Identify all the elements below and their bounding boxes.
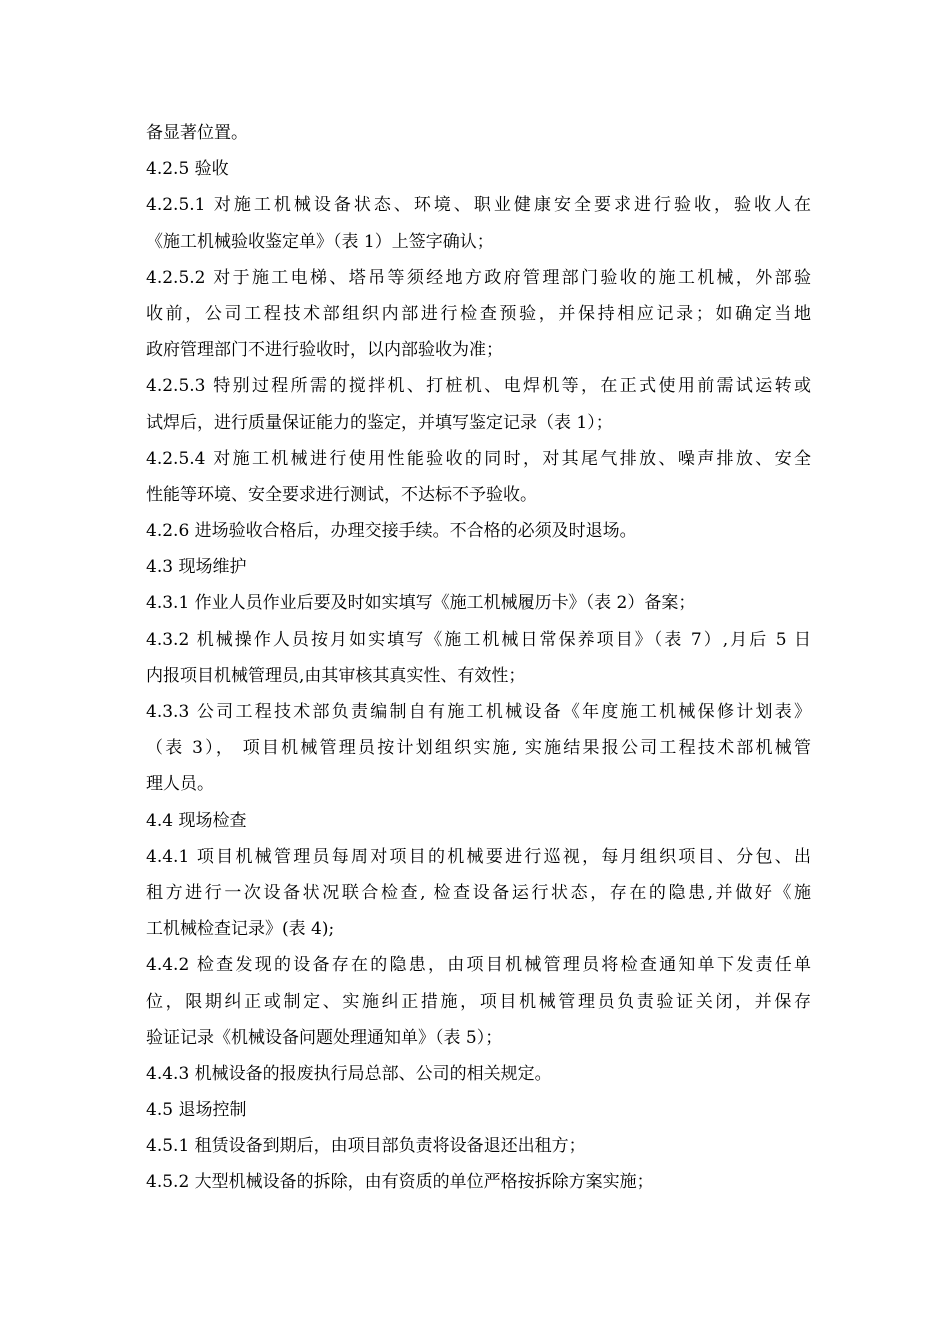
text-line: 4.4.3 机械设备的报废执行局总部、公司的相关规定。 <box>146 1063 552 1084</box>
text-line: 4.2.5 验收 <box>146 159 229 180</box>
text-line: 4.4.1 项目机械管理员每周对项目的机械要进行巡视，每月组织项目、分包、出 <box>146 846 811 867</box>
text-line: 性能等环境、安全要求进行测试，不达标不予验收。 <box>146 484 537 505</box>
text-line: 4.3.2 机械操作人员按月如实填写《施工机械日常保养项目》（表 7）,月后 5 日 <box>146 629 811 650</box>
text-line: 4.5.2 大型机械设备的拆除，由有资质的单位严格按拆除方案实施； <box>146 1172 654 1193</box>
text-line: 备显著位置。 <box>146 123 248 143</box>
text-line: 4.5 退场控制 <box>146 1100 247 1121</box>
text-line: 4.2.5.4 对施工机械进行使用性能验收的同时，对其尾气排放、噪声排放、安全 <box>146 448 811 469</box>
text-line: 4.2.6 进场验收合格后，办理交接手续。不合格的必须及时退场。 <box>146 521 637 542</box>
text-line: 4.2.5.1 对施工机械设备状态、环境、职业健康安全要求进行验收，验收人在 <box>146 195 811 216</box>
text-line: 验证记录《机械设备问题处理通知单》（表 5）； <box>146 1027 503 1048</box>
text-line: 收前，公司工程技术部组织内部进行检查预验，并保持相应记录；如确定当地 <box>146 303 811 324</box>
text-line: 政府管理部门不进行验收时，以内部验收为准； <box>146 340 503 361</box>
text-line: 工机械检查记录》(表 4); <box>146 919 335 940</box>
text-line: 租方进行一次设备状况联合检查, 检查设备运行状态，存在的隐患,并做好《施 <box>146 882 811 903</box>
text-line: 4.5.1 租赁设备到期后，由项目部负责将设备退还出租方； <box>146 1136 586 1157</box>
text-line: 4.2.5.2 对于施工电梯、塔吊等须经地方政府管理部门验收的施工机械，外部验 <box>146 267 811 288</box>
text-line: 《施工机械验收鉴定单》（表 1）上签字确认； <box>146 231 494 252</box>
text-line: 位，限期纠正或制定、实施纠正措施，项目机械管理员负责验证关闭，并保存 <box>146 991 811 1012</box>
text-line: 4.2.5.3 特别过程所需的搅拌机、打桩机、电焊机等，在正式使用前需试运转或 <box>146 376 811 397</box>
text-line: 4.4 现场检查 <box>146 810 247 831</box>
text-line: 试焊后，进行质量保证能力的鉴定，并填写鉴定记录（表 1）； <box>146 412 613 433</box>
text-line: 4.3.1 作业人员作业后要及时如实填写《施工机械履历卡》（表 2）备案； <box>146 593 696 614</box>
text-line: 4.3.3 公司工程技术部负责编制自有施工机械设备《年度施工机械保修计划表》 <box>146 702 811 722</box>
text-line: 4.3 现场维护 <box>146 557 247 578</box>
text-line: 理人员。 <box>146 774 214 795</box>
text-line: 内报项目机械管理员,由其审核其真实性、有效性； <box>146 665 526 686</box>
document-body <box>146 115 811 1201</box>
text-line: 4.4.2 检查发现的设备存在的隐患，由项目机械管理员将检查通知单下发责任单 <box>146 955 811 976</box>
text-line: （表 3）， 项目机械管理员按计划组织实施, 实施结果报公司工程技术部机械管 <box>146 738 811 759</box>
